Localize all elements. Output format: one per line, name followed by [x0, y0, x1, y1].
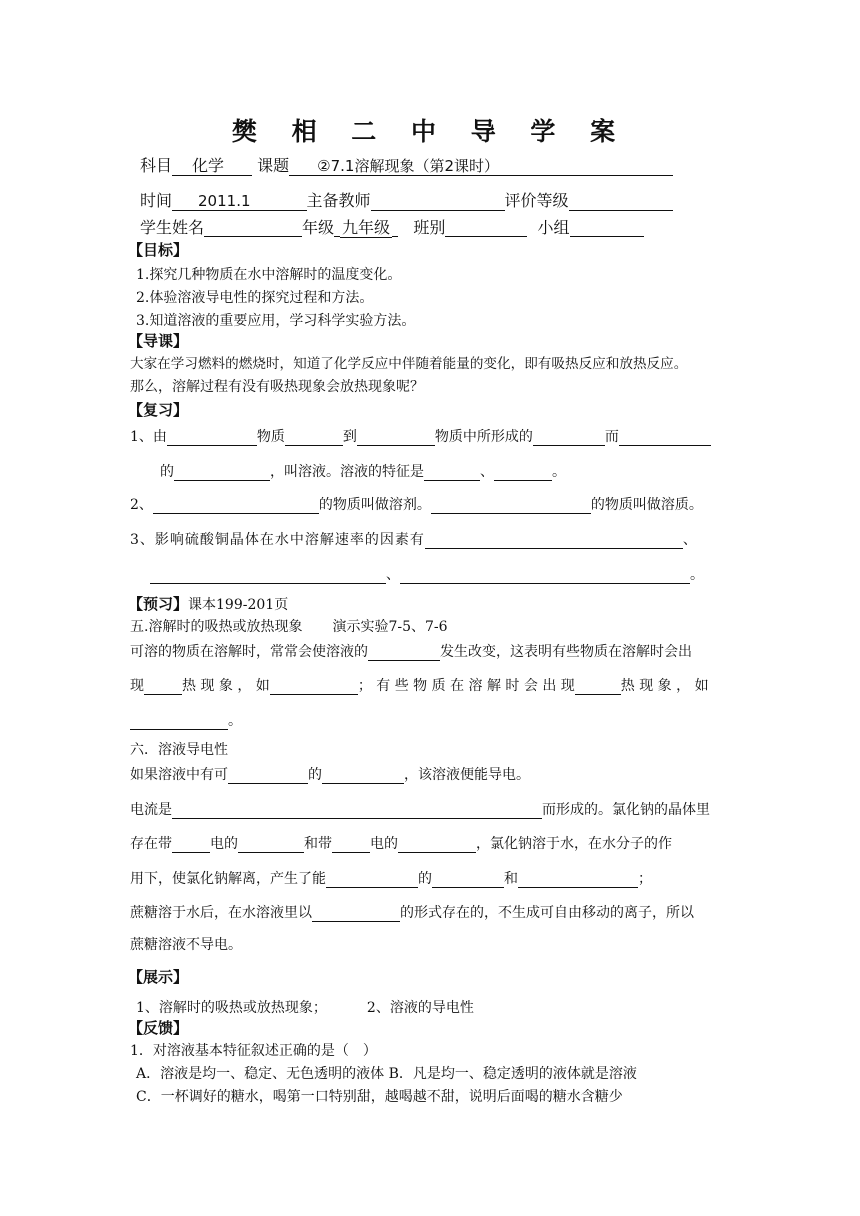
preview-text: 而形成的。氯化钠的晶体里 [542, 802, 710, 818]
blank [270, 679, 358, 695]
subject-label: 科目 [140, 156, 173, 175]
preview-text: 电的 [210, 836, 238, 852]
feedback-question: 1．对溶液基本特征叙述正确的是（ ） [130, 1043, 377, 1059]
review-text: 的 [160, 464, 174, 480]
group-blank [570, 221, 644, 237]
blank [130, 714, 228, 730]
preview-text: 热 现 象 ， 如 [182, 678, 270, 694]
intro-text: 大家在学习燃料的燃烧时，知道了化学反应中伴随着能量的变化，即有吸热反应和放热反应。 [130, 356, 688, 372]
preview-heading-note: 课本199-201页 [188, 597, 289, 613]
grade-eval-blank [569, 195, 673, 211]
blank [153, 498, 319, 514]
preview-text: 电流是 [130, 802, 172, 818]
preview-text: 蔗糖溶于水后，在水溶液里以 [130, 905, 312, 921]
feedback-options-ab [136, 1065, 637, 1083]
goal-item: 3.知道溶液的重要应用，学习科学实验方法。 [136, 313, 416, 329]
preview-text: 的 [308, 767, 322, 783]
blank [425, 533, 683, 549]
blank [172, 803, 542, 819]
option-a: A．溶液是均一、稳定、无色透明的液体 [136, 1066, 385, 1082]
feedback-option-c: C．一杯调好的糖水，喝第一口特别甜，越喝越不甜，说明后面喝的糖水含糖少 [136, 1089, 623, 1105]
preview-text: 电的 [370, 836, 398, 852]
review-q1-line2 [160, 463, 566, 481]
conduct-c2 [130, 801, 710, 819]
topic-value: ②7.1溶解现象（第2课时） [317, 157, 499, 175]
preview-text: 现 [130, 678, 144, 694]
blank [144, 679, 182, 695]
blank [322, 768, 404, 784]
grade-blank-post [392, 221, 398, 237]
preview-text: ； 有 些 物 质 在 溶 解 时 会 出 现 [357, 678, 575, 694]
show-items [136, 999, 474, 1017]
blank [533, 430, 605, 446]
preview-text: 用下，使氯化钠解离，产生了能 [130, 871, 326, 887]
blank [238, 837, 304, 853]
preview-text: 。 [228, 713, 242, 729]
review-text: 的物质叫做溶剂。 [318, 497, 431, 513]
blank [228, 768, 308, 784]
preview-text: 热 现 象 ， 如 [620, 678, 709, 694]
show-heading: 【展示】 [128, 968, 189, 986]
preview-p2 [130, 677, 709, 695]
blank [357, 430, 435, 446]
time-blank-post [253, 195, 307, 211]
preview-text: 和带 [304, 836, 332, 852]
blank [575, 679, 621, 695]
topic-blank-post [501, 160, 673, 176]
blank [400, 568, 690, 584]
show-item: 2、溶液的导电性 [366, 1000, 474, 1016]
review-text: 、 [386, 567, 400, 583]
preview-text: 存在带 [130, 836, 172, 852]
review-text: 2、 [130, 497, 153, 513]
review-q1-line1 [130, 428, 711, 446]
time-label: 时间 [140, 191, 173, 210]
review-text: 而 [604, 429, 619, 445]
review-q3-line2 [150, 566, 704, 584]
blank [172, 837, 210, 853]
feedback-heading: 【反馈】 [128, 1019, 189, 1037]
time-blank-pre [172, 195, 196, 211]
blank [285, 430, 343, 446]
preview-text: ，该溶液便能导电。 [404, 767, 530, 783]
preview-text: ； [638, 871, 652, 887]
review-q2 [130, 496, 703, 514]
blank [431, 498, 591, 514]
subject-blank-post [226, 160, 252, 176]
review-text: 物质中所形成的 [434, 429, 533, 445]
blank [368, 645, 440, 661]
review-text: 、 [480, 464, 494, 480]
grade-eval-label: 评价等级 [504, 191, 569, 210]
header-row-time [140, 192, 673, 211]
show-item: 1、溶解时的吸热或放热现象； [136, 1000, 327, 1016]
class-blank [445, 221, 527, 237]
review-text: ，叫溶液。溶液的特征是 [270, 464, 424, 480]
preview-text: 和 [504, 871, 518, 887]
section-6-title: 六．溶液导电性 [130, 742, 228, 758]
review-text: 、 [682, 532, 698, 548]
blank [494, 465, 552, 481]
topic-blank-pre [289, 160, 315, 176]
student-label: 学生姓名 [140, 218, 205, 237]
preview-heading-row [128, 595, 288, 614]
review-text: 1、由 [130, 429, 167, 445]
conduct-c3 [130, 835, 672, 853]
review-text: 到 [342, 429, 357, 445]
blank [167, 430, 257, 446]
conduct-c4 [130, 870, 652, 888]
header-row-student [140, 219, 644, 237]
preview-text: 如果溶液中有可 [130, 767, 228, 783]
teacher-label: 主备教师 [306, 191, 371, 210]
blank [150, 568, 386, 584]
blank [619, 430, 711, 446]
goals-heading: 【目标】 [128, 241, 189, 259]
preview-text: 可溶的物质在溶解时，常常会使溶液的 [130, 644, 368, 660]
review-text: 物质 [256, 429, 285, 445]
student-blank [204, 221, 302, 237]
blank [326, 872, 418, 888]
section-5-title [130, 618, 448, 636]
group-label: 小组 [537, 218, 570, 237]
grade-value: 九年级 [342, 218, 391, 237]
blank [174, 465, 270, 481]
subject-value: 化学 [192, 156, 225, 175]
option-b: B．凡是均一、稳定透明的液体就是溶液 [388, 1066, 637, 1082]
header-row-subject [140, 157, 673, 176]
preview-p1 [130, 643, 692, 661]
time-value: 2011.1 [198, 192, 251, 210]
intro-heading: 【导课】 [128, 332, 189, 350]
blank [424, 465, 480, 481]
blank [332, 837, 370, 853]
preview-text: ，氯化钠溶于水，在水分子的作 [476, 836, 672, 852]
intro-text: 那么，溶解过程有没有吸热现象会放热现象呢？ [130, 379, 424, 395]
review-heading: 【复习】 [128, 401, 189, 419]
review-text: 的物质叫做溶质。 [590, 497, 703, 513]
preview-heading: 【预习】 [128, 595, 189, 613]
topic-label: 课题 [257, 156, 290, 175]
review-text: 3、影响硫酸铜晶体在水中溶解速率的因素有 [130, 532, 425, 548]
demo-label: 演示实验7-5、7-6 [332, 619, 448, 635]
conduct-c6: 蔗糖溶液不导电。 [130, 937, 242, 953]
blank [398, 837, 476, 853]
blank [432, 872, 504, 888]
review-text: 。 [690, 567, 704, 583]
preview-text: 的 [418, 871, 432, 887]
preview-text: 的形式存在的，不生成可自由移动的离子，所以 [400, 905, 694, 921]
review-q3-line1 [130, 531, 698, 549]
conduct-c1 [130, 766, 530, 784]
goal-item: 1.探究几种物质在水中溶解时的温度变化。 [136, 267, 402, 283]
goal-item: 2.体验溶液导电性的探究过程和方法。 [136, 290, 374, 306]
class-label: 班别 [413, 218, 446, 237]
conduct-c5 [130, 904, 694, 922]
review-text: 。 [552, 464, 566, 480]
preview-p3 [130, 712, 242, 730]
teacher-blank [371, 195, 505, 211]
grade-label: 年级 [302, 218, 335, 237]
section-title: 五.溶解时的吸热或放热现象 [130, 619, 303, 635]
blank [518, 872, 638, 888]
blank [312, 906, 400, 922]
preview-text: 发生改变，这表明有些物质在溶解时会出 [440, 644, 692, 660]
subject-blank-pre [172, 160, 190, 176]
page-title: 樊 相 二 中 导 学 案 [231, 117, 629, 146]
